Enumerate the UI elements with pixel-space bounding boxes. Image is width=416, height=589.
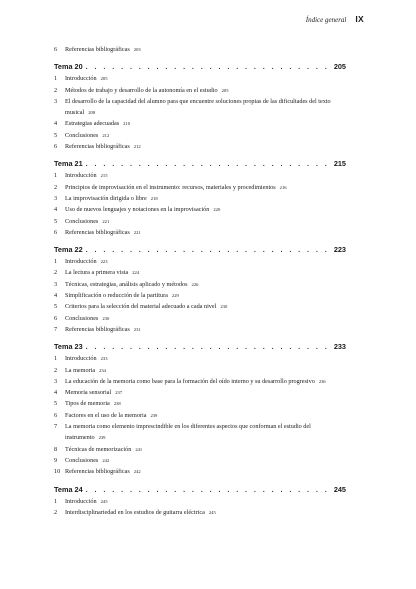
entry-title: Técnicas de memorización xyxy=(65,445,132,453)
tema-heading xyxy=(54,158,346,170)
entry-title: Introducción xyxy=(65,497,97,505)
toc-entry xyxy=(54,387,346,398)
dot-leader xyxy=(86,484,331,496)
toc-entry xyxy=(54,85,346,96)
entry-number: 5 xyxy=(54,131,58,139)
entry-page: 205 xyxy=(100,76,108,82)
toc-entry xyxy=(54,301,346,312)
entry-number: 7 xyxy=(54,325,58,333)
tema-title: Tema 24 xyxy=(54,484,83,494)
entry-page: 226 xyxy=(191,281,199,287)
entry-page: 221 xyxy=(133,229,141,235)
entry-number: 5 xyxy=(54,400,58,408)
table-of-contents xyxy=(54,44,346,518)
dot-leader xyxy=(86,61,331,73)
toc-entry xyxy=(54,73,346,84)
entry-number: 3 xyxy=(54,280,58,288)
toc-entry xyxy=(54,141,346,152)
toc-entry xyxy=(54,227,346,238)
entry-page: 242 xyxy=(133,469,141,475)
entry-number: 5 xyxy=(54,217,58,225)
entry-title: Conclusiones xyxy=(65,314,99,322)
entry-title: Introducción xyxy=(65,355,97,363)
tema-section xyxy=(54,244,346,335)
entry-title: La memoria como elemento imprescindible en los diferentes aspectos que conforman el estudio del instrumento xyxy=(65,423,311,442)
entry-page: 203 xyxy=(133,47,141,52)
entry-page: 220 xyxy=(213,207,221,213)
tema-page: 245 xyxy=(333,484,346,494)
entry-title: Conclusiones xyxy=(65,456,99,464)
toc-entry xyxy=(54,324,346,335)
entry-title: Tipos de memoria xyxy=(65,400,110,408)
entry-title: Referencias bibliográficas xyxy=(65,228,130,236)
entry-page: 231 xyxy=(133,326,141,332)
entry-page: 229 xyxy=(171,293,179,299)
entry-page: 241 xyxy=(135,446,143,452)
entry-page: 230 xyxy=(102,315,110,321)
entry-page: 238 xyxy=(113,401,121,407)
entry-number: 6 xyxy=(54,46,58,53)
toc-entry xyxy=(54,455,346,466)
page-number: IX xyxy=(355,14,364,24)
entry-title: Simplificación o reducción de la partitura xyxy=(65,292,168,300)
dot-leader xyxy=(86,341,331,353)
entry-page: 224 xyxy=(132,270,140,276)
entry-number: 3 xyxy=(54,97,58,105)
tema-title: Tema 22 xyxy=(54,245,83,255)
tema-section xyxy=(54,61,346,152)
dot-leader xyxy=(86,158,331,170)
entry-number: 3 xyxy=(54,377,58,385)
entry-page: 237 xyxy=(115,390,123,396)
entry-title: Referencias bibliográficas xyxy=(65,325,130,333)
entry-number: 9 xyxy=(54,456,58,464)
entry-page: 212 xyxy=(133,144,141,150)
entry-page: 216 xyxy=(279,184,287,190)
toc-entry xyxy=(54,279,346,290)
entry-title: Interdisciplinariedad en los estudios de guitarra eléctrica xyxy=(65,508,205,516)
entry-title: Introducción xyxy=(65,258,97,266)
entry-number: 2 xyxy=(54,86,58,94)
toc-entry xyxy=(54,421,346,444)
tema-page: 215 xyxy=(333,159,346,169)
entry-number: 6 xyxy=(54,228,58,236)
toc-entry xyxy=(54,170,346,181)
entry-title: Introducción xyxy=(65,172,97,180)
entry-title: El desarrollo de la capacidad del alumno para que encuentre soluciones propias de las dificultades del texto musical xyxy=(65,97,331,117)
entry-page: 239 xyxy=(150,412,158,418)
toc-entry xyxy=(54,118,346,129)
entry-title: Referencias bibliográficas xyxy=(65,46,130,53)
entry-number: 5 xyxy=(54,303,58,311)
entry-title: La memoria xyxy=(65,366,96,374)
toc-entry xyxy=(54,444,346,455)
entry-number: 2 xyxy=(54,366,58,374)
entry-page: 245 xyxy=(100,498,108,504)
entry-number: 2 xyxy=(54,508,58,516)
toc-entry xyxy=(54,365,346,376)
tema-page: 223 xyxy=(333,245,346,255)
header-title: Índice general xyxy=(305,16,347,24)
entry-page: 245 xyxy=(208,509,216,515)
entry-number: 2 xyxy=(54,183,58,191)
entry-page: 230 xyxy=(220,304,228,310)
toc-entry xyxy=(54,290,346,301)
entry-title: Introducción xyxy=(65,75,97,83)
tema-section xyxy=(54,484,346,519)
toc-entry xyxy=(54,313,346,324)
tema-page: 233 xyxy=(333,342,346,352)
entry-title: Factores en el uso de la memoria xyxy=(65,411,147,419)
entry-page: 233 xyxy=(100,356,108,362)
toc-entry xyxy=(54,193,346,204)
entry-number: 4 xyxy=(54,206,58,214)
tema-heading xyxy=(54,61,346,73)
entry-number: 8 xyxy=(54,445,58,453)
entry-title: Conclusiones xyxy=(65,131,99,139)
entry-title: La improvisación dirigida o libre xyxy=(65,194,147,202)
entry-title: Estrategias adecuadas xyxy=(65,120,120,128)
entry-title: La lectura a primera vista xyxy=(65,269,129,277)
entry-page: 239 xyxy=(98,435,106,441)
entry-title: Referencias bibliográficas xyxy=(65,143,130,151)
entry-number: 4 xyxy=(54,120,58,128)
entry-page: 218 xyxy=(150,195,158,201)
toc-entry xyxy=(54,410,346,421)
entry-number: 10 xyxy=(54,468,61,476)
toc-entry xyxy=(54,130,346,141)
entry-page: 236 xyxy=(318,378,326,384)
entry-number: 1 xyxy=(54,75,58,83)
toc-entry xyxy=(54,353,346,364)
entry-number: 6 xyxy=(54,411,58,419)
entry-number: 6 xyxy=(54,314,58,322)
toc-entry xyxy=(54,466,346,477)
entry-title: Técnicas, estrategias, análisis aplicado y métodos xyxy=(65,280,188,288)
entry-number: 4 xyxy=(54,292,58,300)
entry-number: 3 xyxy=(54,194,58,202)
entry-page: 242 xyxy=(102,457,110,463)
tema-heading xyxy=(54,484,346,496)
tema-page: 205 xyxy=(333,62,346,72)
tema-title: Tema 20 xyxy=(54,62,83,72)
entry-page: 208 xyxy=(88,110,96,116)
tema-section xyxy=(54,158,346,238)
toc-entry xyxy=(54,44,346,55)
entry-page: 212 xyxy=(102,132,110,138)
toc-entry xyxy=(54,507,346,518)
entry-title: La educación de la memoria como base para la formación del oído interno y su desarrollo progresivo xyxy=(65,377,315,385)
entry-number: 1 xyxy=(54,355,58,363)
entry-title: Memoria sensorial xyxy=(65,389,112,397)
toc-entry xyxy=(54,256,346,267)
entry-number: 1 xyxy=(54,172,58,180)
tema-title: Tema 21 xyxy=(54,159,83,169)
entry-number: 4 xyxy=(54,389,58,397)
entry-title: Principios de improvisación en el instrumento: recursos, materiales y procedimientos xyxy=(65,183,276,191)
toc-entry xyxy=(54,267,346,278)
toc-entry xyxy=(54,398,346,409)
entry-page: 210 xyxy=(123,121,131,127)
entry-number: 1 xyxy=(54,258,58,266)
toc-entry xyxy=(54,216,346,227)
entry-number: 6 xyxy=(54,143,58,151)
entry-page: 223 xyxy=(100,259,108,265)
toc-entry xyxy=(54,496,346,507)
entry-number: 2 xyxy=(54,269,58,277)
entry-page: 205 xyxy=(221,87,229,93)
toc-entry xyxy=(54,376,346,387)
entry-number: 7 xyxy=(54,423,58,431)
tema-heading xyxy=(54,341,346,353)
entry-title: Criterios para la selección del material adecuado a cada nivel xyxy=(65,303,217,311)
toc-entry xyxy=(54,96,346,119)
entry-number: 1 xyxy=(54,497,58,505)
entry-title: Referencias bibliográficas xyxy=(65,468,130,476)
running-header xyxy=(306,14,364,24)
tema-title: Tema 23 xyxy=(54,342,83,352)
toc-entry xyxy=(54,182,346,193)
entry-title: Uso de nuevos lenguajes y notaciones en la improvisación xyxy=(65,206,210,214)
entry-page: 221 xyxy=(102,218,110,224)
entry-page: 234 xyxy=(99,367,106,373)
entry-title: Conclusiones xyxy=(65,217,99,225)
entry-page: 215 xyxy=(100,173,108,179)
tema-heading xyxy=(54,244,346,256)
tema-section xyxy=(54,341,346,477)
toc-entry xyxy=(54,204,346,215)
dot-leader xyxy=(86,244,331,256)
entry-title: Métodos de trabajo y desarrollo de la autonomía en el estudio xyxy=(65,86,218,94)
